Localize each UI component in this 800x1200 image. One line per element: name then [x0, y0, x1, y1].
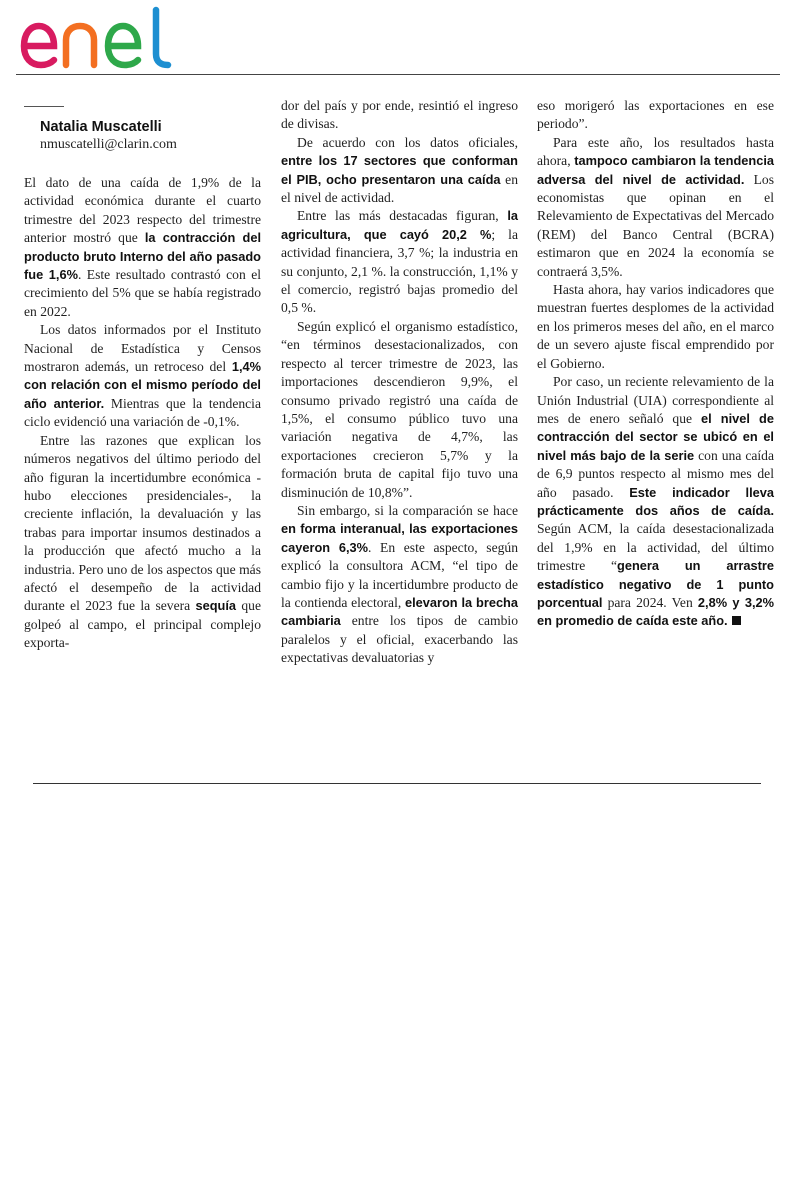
- paragraph: eso morigeró las exportaciones en ese periodo”.: [537, 98, 774, 132]
- paragraph: Para este año, los resultados hasta ahora, tampoco cambiaron la tendencia adversa del nivel de actividad. Los economistas que opinan en el Relevamiento de Expectativas del Mercado (REM) del Banco Central (BCRA) estimaron que en 2024 la economía se contraerá 3,5%.: [537, 134, 774, 279]
- article-column-2: [281, 97, 518, 668]
- enel-logo: [16, 2, 186, 72]
- paragraph: Según explicó el organismo estadístico, “en términos desestacionalizados, con respecto al tercer trimestre de 2023, las importaciones descendieron 9,9%, el consumo privado registró una caída de 1,5%, el consumo público tuvo una variación negativa de 4,7%, las exportaciones crecieron 5,7% y la formación bruta de capital fijo tuvo una disminución de 10,8%”.: [281, 318, 518, 500]
- paragraph: El dato de una caída de 1,9% de la actividad económica durante el cuarto trimestre del 2023 respecto del trimestre anterior mostró que la contracción del producto bruto Interno del año pasado fue 1,6%. Este resultado contrastó con el crecimiento del 5% que se había registrado en 2022.: [24, 175, 261, 319]
- paragraph: dor del país y por ende, resintió el ingreso de divisas.: [281, 98, 518, 132]
- paragraph: De acuerdo con los datos oficiales, entre los 17 sectores que conforman el PIB, ocho presentaron una caída en el nivel de actividad.: [281, 134, 518, 206]
- author-email: nmuscatelli@clarin.com: [40, 137, 177, 152]
- paragraph: Entre las razones que explican los números negativos del último periodo del año figuran la incertidumbre económica -hubo elecciones presidenciales-, la creciente inflación, la devaluación y las trabas para importar insumos destinados a la producción que afectó mucho a la industria. Pero uno de los aspectos que más afectó el desempeño de la actividad durante el 2023 fue la severa sequía que golpeó al campo, el principal complejo exporta-: [24, 432, 261, 651]
- bottom-divider: [33, 783, 761, 784]
- logo-letter-l: [156, 10, 168, 65]
- logo-letter-n: [66, 26, 94, 65]
- paragraph: Por caso, un reciente relevamiento de la Unión Industrial (UIA) correspondiente al mes de enero señaló que el nivel de contracción del sector se ubicó en el nivel más bajo de la serie con una caída de 6,9 puntos respecto al mismo mes del año pasado. Este indicador lleva prácticamente dos años de caída. Según ACM, la caída desestacionalizada del 1,9% en la actividad, del último trimestre “genera un arrastre estadístico negativo de 1 punto porcentual para 2024. Ven 2,8% y 3,2% en promedio de caída este año.: [537, 374, 775, 629]
- paragraph: Sin embargo, si la comparación se hace en forma interanual, las exportaciones cayeron 6,3%. En este aspecto, según explicó la consultora ACM, “el tipo de cambio fijo y la incertidumbre producto de la contienda electoral, elevaron la brecha cambiaria entre los tipos de cambio paralelos y el oficial, exacerbando las expectativas devaluatorias y: [281, 502, 518, 666]
- logo-letter-e-2: [108, 26, 138, 65]
- author-name: Natalia Muscatelli: [40, 119, 162, 135]
- end-of-article-mark: [732, 616, 741, 625]
- header-divider: [16, 74, 780, 75]
- logo-letter-e-1: [24, 26, 54, 65]
- article-column-1: [24, 118, 261, 653]
- paragraph: Hasta ahora, hay varios indicadores que muestran fuertes desplomes de la actividad en los primeros meses del año, en el marco de un severo ajuste fiscal emprendido por el Gobierno.: [537, 282, 774, 371]
- paragraph: Los datos informados por el Instituto Nacional de Estadística y Censos mostraron además, un retroceso del 1,4% con relación con el mismo período del año anterior. Mientras que la tendencia ciclo evidenció una variación de -0,1%.: [24, 322, 261, 430]
- author-divider: [24, 106, 64, 107]
- paragraph: Entre las más destacadas figuran, la agricultura, que cayó 20,2 %; la actividad financiera, 3,7 %; la industria en su conjunto, 2,1 %. la construcción, 1,1% y el comercio, registró bajas promedio del 0,5 %.: [281, 208, 518, 316]
- article-column-3: [537, 97, 774, 631]
